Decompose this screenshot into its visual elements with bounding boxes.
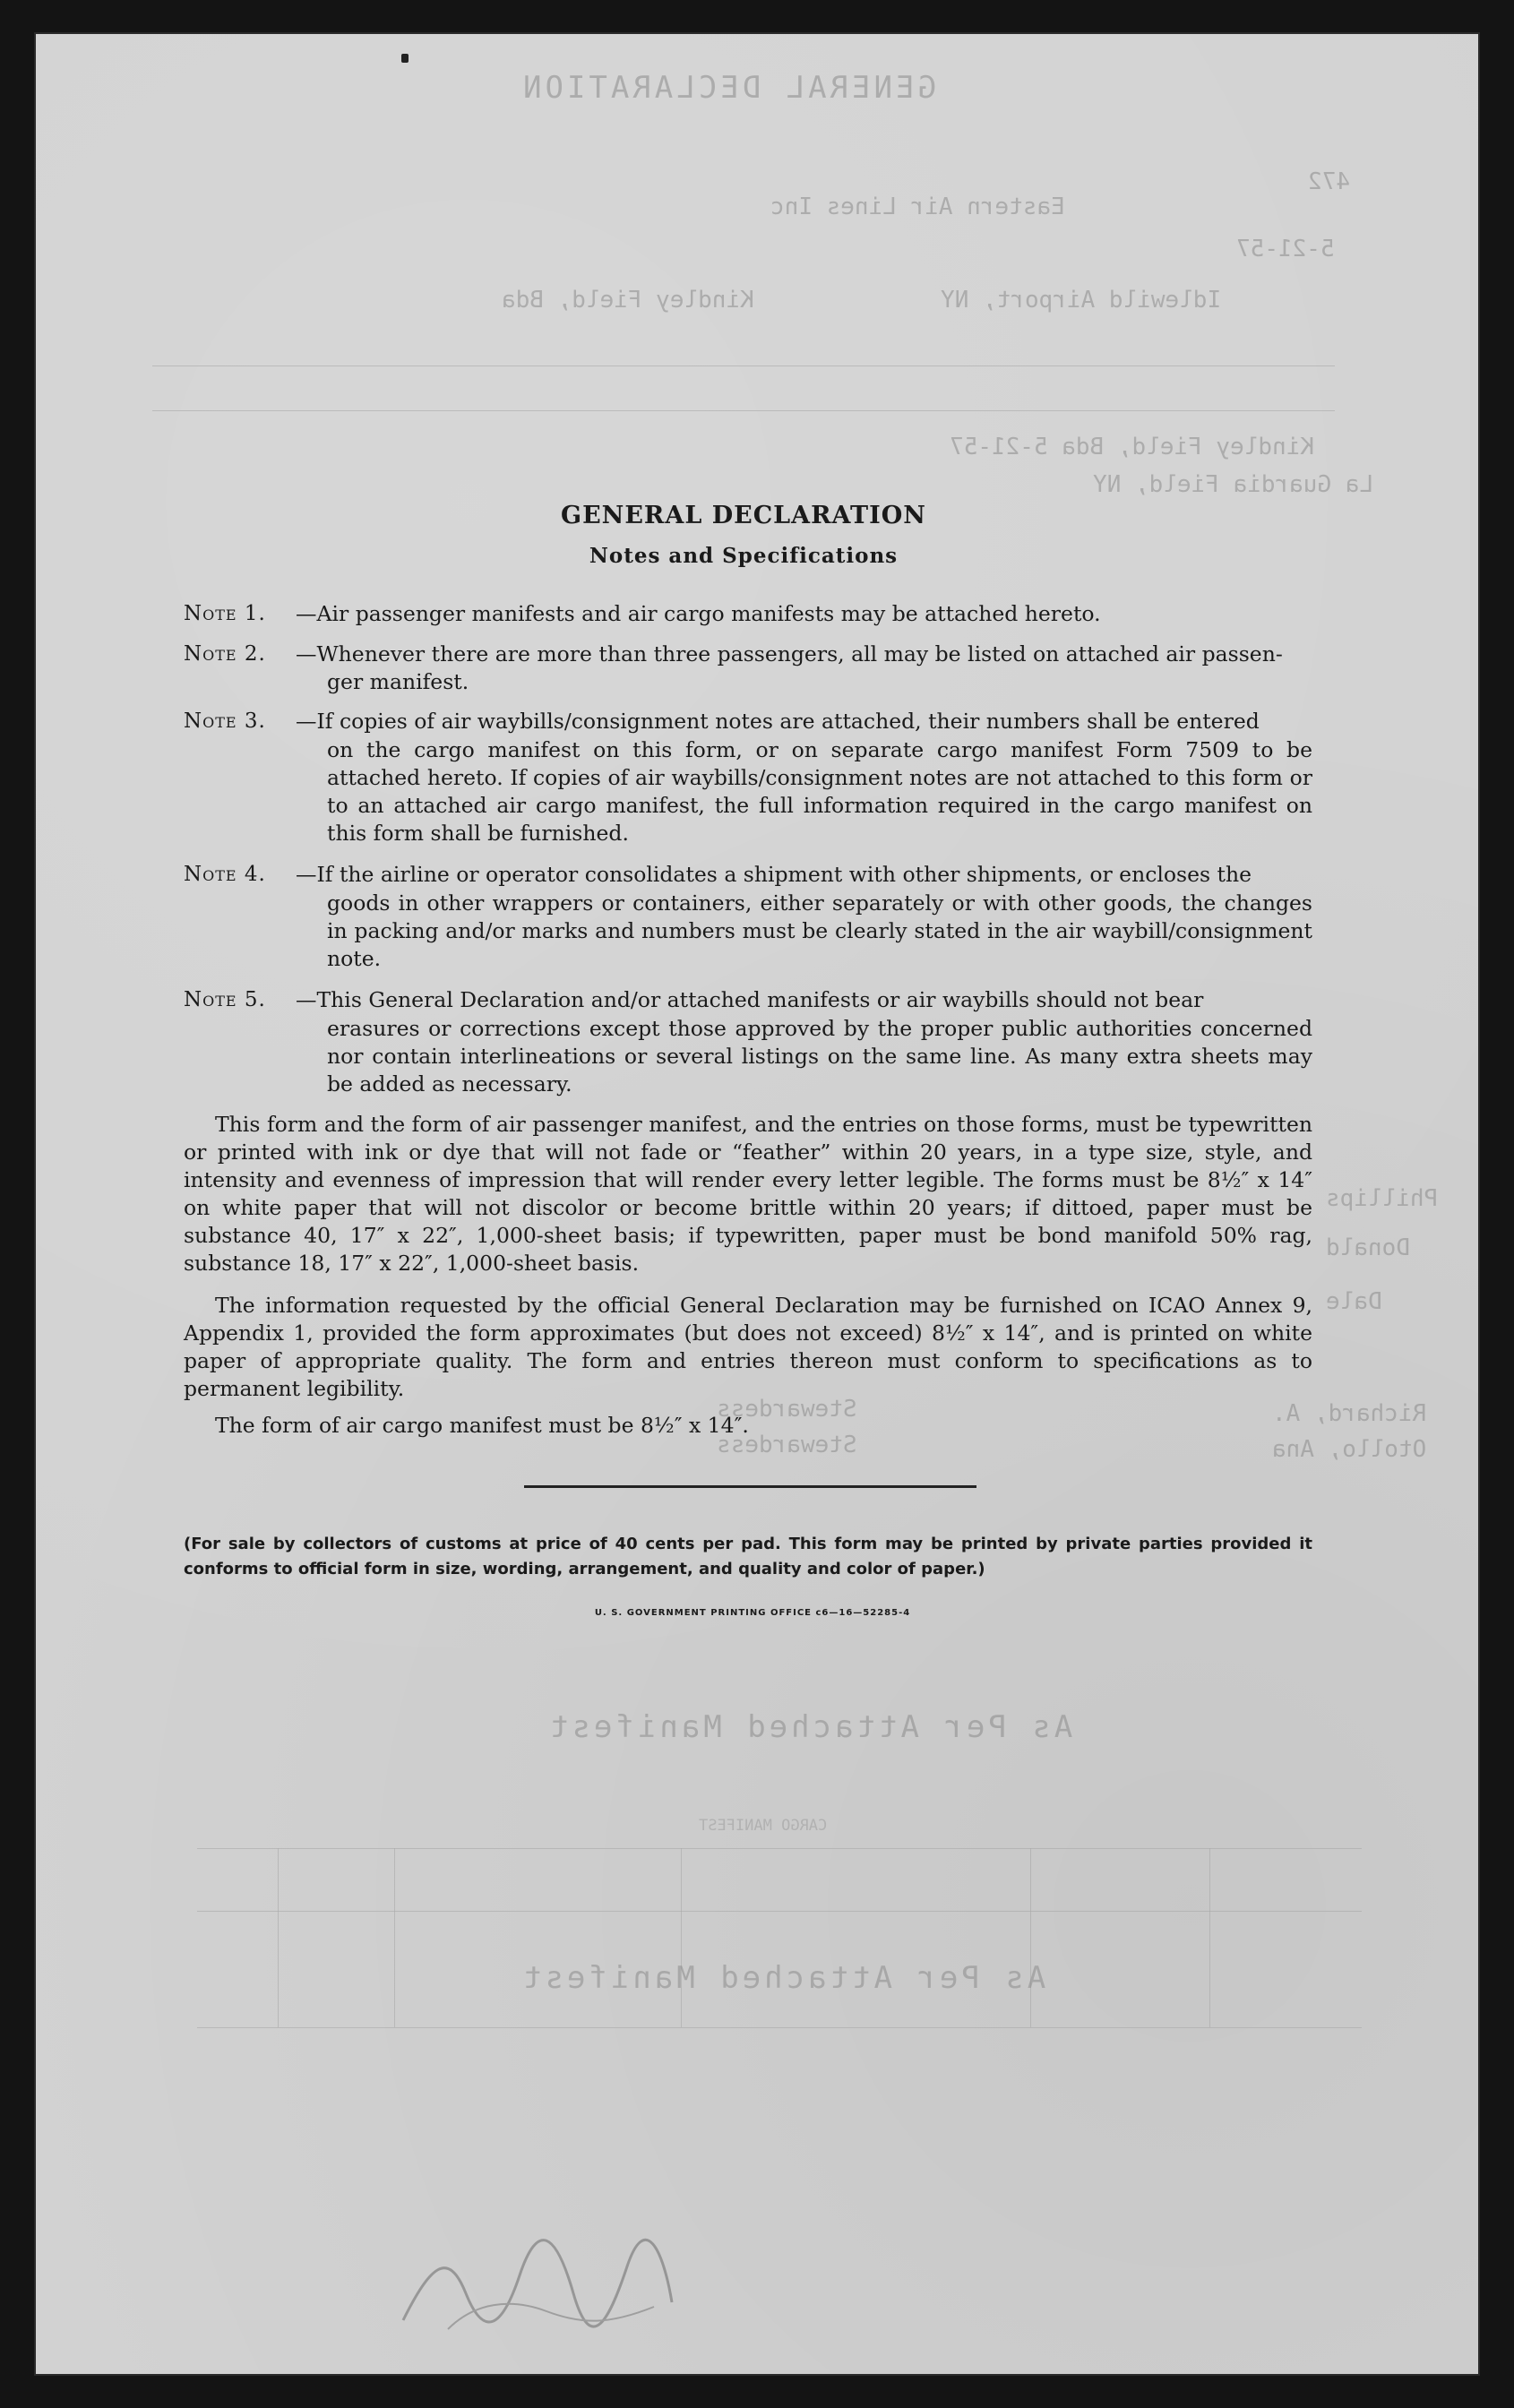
- divider: [524, 1485, 976, 1488]
- sale-notice: (For sale by collectors of customs at price of 40 cents per pad. This form may be printed by private parties provided it conforms to official form in size, wording, arrangement, and quality and color of paper.): [184, 1535, 1312, 1578]
- page-subtitle: Notes and Specifications: [589, 544, 899, 568]
- bleed-passenger-note: As Per Attached Manifest: [546, 1709, 1073, 1745]
- paragraph-cargo-size: The form of air cargo manifest must be 8½″ x 14″.: [215, 1413, 749, 1438]
- ink-speck: [401, 54, 409, 63]
- bleed-crew: Phillips: [1326, 1185, 1439, 1212]
- note-2-label: Note 2.: [184, 642, 266, 666]
- note-5-first-line: —This General Declaration and/or attached manifests or air waybills should not bear: [296, 987, 1204, 1012]
- bleed-stop-1: Kindley Field, Bda 5-21-57: [950, 434, 1314, 460]
- page-title: GENERAL DECLARATION: [561, 502, 926, 529]
- bleed-operator: Eastern Air Lines Inc: [770, 194, 1065, 220]
- bleed-route-from: Kindley Field, Bda: [502, 287, 754, 314]
- bleed-date: 5-21-57: [1236, 236, 1335, 262]
- bleed-page-number: 472: [1308, 168, 1350, 195]
- bleed-crew-role: Stewardess: [717, 1396, 857, 1423]
- bleed-header: GENERAL DECLARATION: [520, 70, 936, 106]
- bleed-crew: Donald: [1326, 1234, 1410, 1261]
- note-1-first-line: —Air passenger manifests and air cargo manifests may be attached hereto.: [296, 601, 1101, 626]
- bleed-crew: Richard, A.: [1272, 1400, 1427, 1427]
- note-1-label: Note 1.: [184, 602, 266, 625]
- note-2-text: ger manifest.: [327, 669, 469, 694]
- note-3-first-line: —If copies of air waybills/consignment notes are attached, their numbers shall be entered: [296, 709, 1260, 734]
- note-5-label: Note 5.: [184, 988, 266, 1011]
- paragraph-icao: The information requested by the official General Declaration may be furnished on ICAO Annex 9, Appendix 1, provided the form approximates (but does not exceed) 8½″ x 14″, and is printed on white paper of appropriate quality. The form and entries thereon must conform to specifications as to permanent legibility.: [184, 1293, 1312, 1401]
- note-4-label: Note 4.: [184, 863, 266, 886]
- bleed-stop-2: La Guardia Field, NY: [1093, 471, 1374, 498]
- paragraph-form-specs: This form and the form of air passenger manifest, and the entries on those forms, must be typewritten or printed with ink or dye that will not fade or “feather” within 20 years, in a type size, style, and intensity and evenness of impression that will render every letter legible. The forms must be 8½″ x 14″ on white paper that will not discolor or become brittle within 20 years; if dittoed, paper must be substance 40, 17″ x 22″, 1,000-sheet basis; if typewritten, paper must be bond manifold 50% rag, substance 18, 17″ x 22″, 1,000-sheet basis.: [184, 1112, 1312, 1276]
- printer-line: U. S. GOVERNMENT PRINTING OFFICE c6—16—52285-4: [594, 1608, 911, 1618]
- note-3-text: on the cargo manifest on this form, or on separate cargo manifest Form 7509 to be attached hereto. If copies of air waybills/consignment notes are not attached to this form or to an attached air cargo manifest, the full information required in the cargo manifest on this form shall be furnished.: [327, 737, 1312, 846]
- note-2-first-line: —Whenever there are more than three passengers, all may be listed on attached air passen-: [296, 641, 1283, 666]
- note-4-text: goods in other wrappers or containers, either separately or with other goods, the changes in packing and/or marks and numbers must be clearly stated in the air waybill/consignment note.: [327, 890, 1312, 971]
- note-5-text: erasures or corrections except those approved by the proper public authorities concerned nor contain interlineations or several listings on the same line. As many extra sheets may be added as necessary.: [327, 1016, 1312, 1096]
- bleed-crew-role: Stewardess: [717, 1432, 857, 1458]
- signature-scribble: [394, 2213, 681, 2338]
- bleed-crew: Otollo, Ana: [1272, 1436, 1427, 1463]
- note-3-label: Note 3.: [184, 710, 266, 733]
- bleed-route-to: Idlewild Airport, NY: [941, 287, 1222, 314]
- bleed-cargo-header: CARGO MANIFEST: [699, 1817, 828, 1835]
- bleed-crew: Dale: [1326, 1288, 1382, 1315]
- note-4-first-line: —If the airline or operator consolidates a shipment with other shipments, or encloses the: [296, 862, 1252, 887]
- bleed-cargo-note: As Per Attached Manifest: [520, 1960, 1046, 1996]
